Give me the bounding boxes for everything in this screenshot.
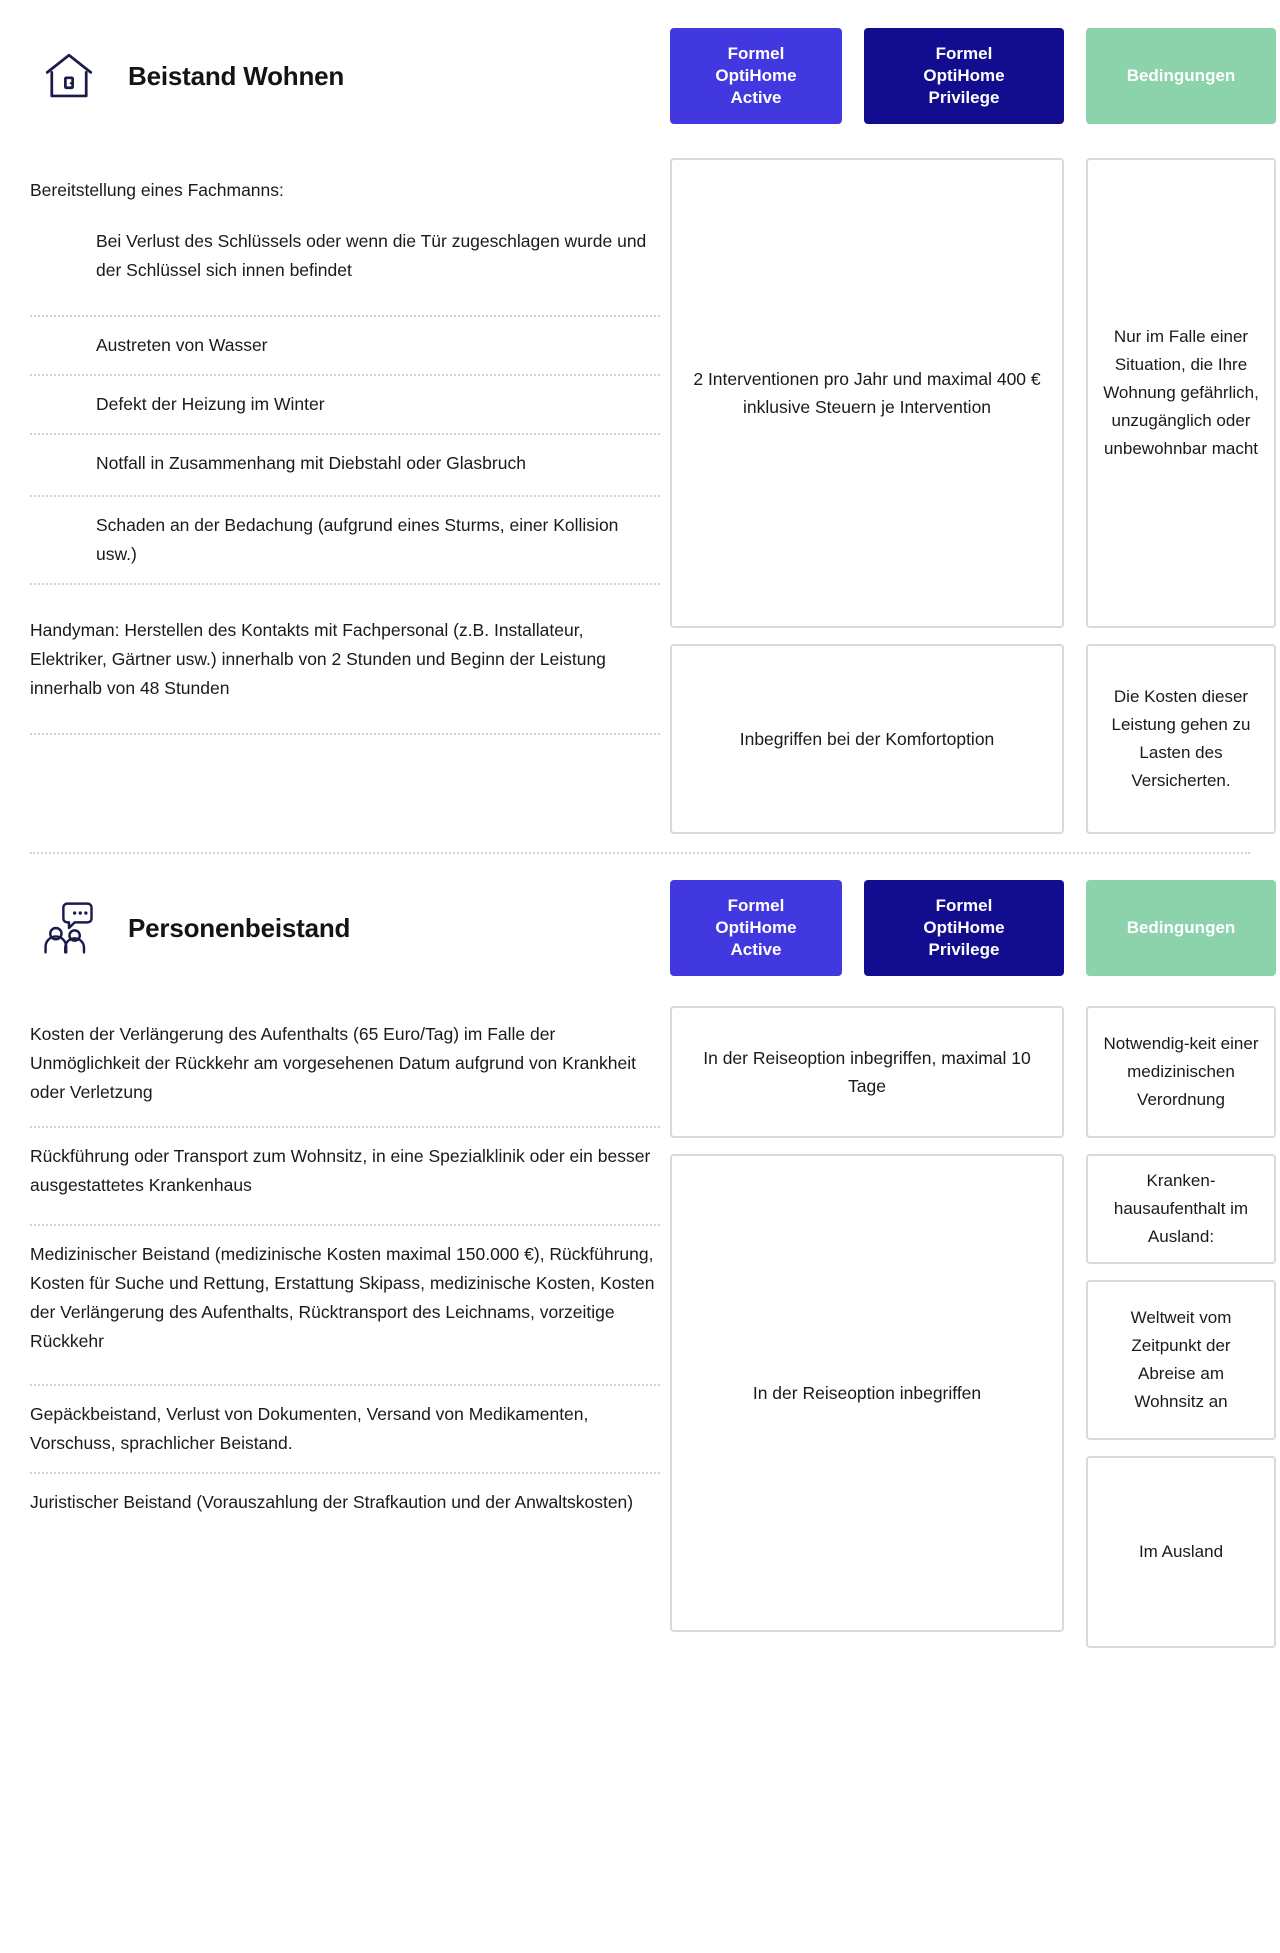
conditions-column-personen bbox=[1086, 1006, 1276, 1664]
list-item: Notfall in Zusammenhang mit Diebstahl oder Glasbruch bbox=[30, 435, 660, 497]
list-item: Kosten der Verlängerung des Aufenthalts (65 Euro/Tag) im Falle der Unmöglichkeit der Rückkehr am vorgesehenen Datum aufgrund von Krankheit oder Verletzung bbox=[30, 1006, 660, 1128]
benefit-list-personen bbox=[30, 1006, 670, 1544]
column-header-privilege bbox=[864, 28, 1064, 124]
people-speech-icon bbox=[38, 897, 100, 959]
assistance-comparison-page bbox=[0, 28, 1280, 1664]
list-item: Defekt der Heizung im Winter bbox=[30, 376, 660, 435]
benefit-list-wohnen bbox=[30, 158, 670, 735]
list-item: Bereitstellung eines Fachmanns: bbox=[30, 180, 284, 200]
column-header-privilege-line3: Privilege bbox=[928, 940, 1000, 959]
middle-column-wohnen bbox=[670, 158, 1064, 850]
value-columns-wohnen bbox=[670, 158, 1276, 850]
column-header-conditions: Bedingungen bbox=[1086, 28, 1276, 124]
condition-box: Im Ausland bbox=[1086, 1456, 1276, 1648]
value-box: 2 Interventionen pro Jahr und maximal 400 € inklusive Steuern je Intervention bbox=[670, 158, 1064, 628]
column-header-conditions: Bedingungen bbox=[1086, 880, 1276, 976]
column-header-active-line2: OptiHome bbox=[715, 66, 797, 85]
column-headers-wohnen bbox=[670, 28, 1276, 124]
condition-box: Notwendig-keit einer medizinischen Verordnung bbox=[1086, 1006, 1276, 1138]
page-title: Beistand Wohnen bbox=[128, 60, 345, 91]
section-header-wohnen bbox=[0, 28, 1280, 124]
value-box: Inbegriffen bei der Komfortoption bbox=[670, 644, 1064, 834]
condition-box: Kranken-hausaufenthalt im Ausland: bbox=[1086, 1154, 1276, 1264]
column-header-active-line1: Formel bbox=[727, 896, 785, 915]
column-header-active-line3: Active bbox=[730, 88, 782, 107]
column-header-active bbox=[670, 880, 842, 976]
value-columns-personen bbox=[670, 1006, 1276, 1664]
column-header-privilege bbox=[864, 880, 1064, 976]
list-item: Juristischer Beistand (Vorauszahlung der Strafkaution und der Anwaltskosten) bbox=[30, 1492, 634, 1512]
column-header-privilege-line1: Formel bbox=[935, 44, 993, 63]
section-title-wrap-wohnen bbox=[30, 28, 670, 124]
list-item: Schaden an der Bedachung (aufgrund eines Sturms, einer Kollision usw.) bbox=[30, 497, 660, 585]
column-header-active bbox=[670, 28, 842, 124]
column-header-active-line2: OptiHome bbox=[715, 918, 797, 937]
house-icon bbox=[38, 45, 100, 107]
section-body-wohnen bbox=[0, 158, 1280, 850]
column-headers-personen bbox=[670, 880, 1276, 976]
column-header-privilege-line2: OptiHome bbox=[923, 918, 1005, 937]
column-header-active-line3: Active bbox=[730, 940, 782, 959]
list-item: Rückführung oder Transport zum Wohnsitz, in eine Spezialklinik oder ein besser ausgestattetes Krankenhaus bbox=[30, 1128, 660, 1226]
column-header-privilege-line1: Formel bbox=[935, 896, 993, 915]
section-title-wrap-personen bbox=[30, 880, 670, 976]
column-header-privilege-line3: Privilege bbox=[928, 88, 1000, 107]
list-item: Gepäckbeistand, Verlust von Dokumenten, Versand von Medikamenten, Vorschuss, sprachlicher Beistand. bbox=[30, 1386, 660, 1474]
list-item: Bei Verlust des Schlüssels oder wenn die Tür zugeschlagen wurde und der Schlüssel sich innen befindet bbox=[30, 213, 660, 317]
section-divider bbox=[30, 850, 1250, 854]
column-header-privilege-line2: OptiHome bbox=[923, 66, 1005, 85]
condition-box: Weltweit vom Zeitpunkt der Abreise am Wohnsitz an bbox=[1086, 1280, 1276, 1440]
value-box: In der Reiseoption inbegriffen bbox=[670, 1154, 1064, 1632]
page-title: Personenbeistand bbox=[128, 912, 351, 943]
value-box: In der Reiseoption inbegriffen, maximal 10 Tage bbox=[670, 1006, 1064, 1138]
list-item: Austreten von Wasser bbox=[30, 317, 660, 376]
section-header-personen bbox=[0, 880, 1280, 976]
column-header-active-line1: Formel bbox=[727, 44, 785, 63]
condition-box: Nur im Falle einer Situation, die Ihre Wohnung gefährlich, unzugänglich oder unbewohnbar macht bbox=[1086, 158, 1276, 628]
list-item: Medizinischer Beistand (medizinische Kosten maximal 150.000 €), Rückführung, Kosten für Suche und Rettung, Erstattung Skipass, medizinische Kosten, Kosten der Verlängerung des Aufenthalts, Rücktransport des Leichnams, vorzeitige Rückkehr bbox=[30, 1226, 660, 1386]
condition-box: Die Kosten dieser Leistung gehen zu Lasten des Versicherten. bbox=[1086, 644, 1276, 834]
list-item: Handyman: Herstellen des Kontakts mit Fachpersonal (z.B. Installateur, Elektriker, Gärtner usw.) innerhalb von 2 Stunden und Beginn der Leistung innerhalb von 48 Stunden bbox=[30, 585, 660, 735]
conditions-column-wohnen bbox=[1086, 158, 1276, 850]
middle-column-personen bbox=[670, 1006, 1064, 1648]
section-body-personen bbox=[0, 1006, 1280, 1664]
